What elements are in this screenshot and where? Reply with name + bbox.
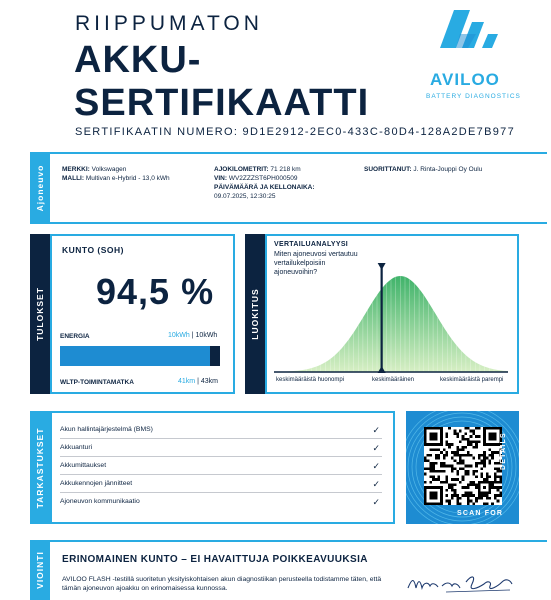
check-label: Akun hallintajärjestelmä (BMS) [60,426,153,433]
brand-label: MERKKI: [62,166,90,173]
datetime-label: PÄIVÄMÄÄRÄ JA KELLONAIKA: [214,184,315,191]
certificate-subtitle: RIIPPUMATON [75,12,263,35]
results-section-tab [30,234,50,394]
wltp-values [178,378,218,385]
comparison-bell-curve [272,262,510,374]
datetime-value: 09.07.2025, 12:30:25 [214,193,276,200]
check-row [60,421,382,439]
check-label: Akkuanturi [60,444,93,451]
certificate-title-line2: SERTIFIKAATTI [74,82,370,124]
check-label: Akkukennojen jännitteet [60,480,133,487]
certificate-number-value: 9D1E2912-2EC0-433C-80D4-128A2DE7B977 [242,126,515,138]
check-row [60,457,382,475]
check-row [60,493,382,511]
classification-section-label: LUOKITUS [250,288,260,340]
energy-label: ENERGIA [60,333,90,340]
certificate-number-label: SERTIFIKAATIN NUMERO: [75,126,239,138]
qr-code-matrix [424,427,502,505]
vehicle-brand-model [62,165,170,183]
wltp-separator: | [197,378,199,385]
statement-section-tab [30,540,50,600]
check-mark-icon: ✓ [372,497,380,507]
model-label: MALLI: [62,175,85,182]
statement-text: AVILOO FLASH -testillä suoritetun yksityiskohtaisen akun diagnostiikan perusteella todistamme täten, että tämän ajoneuvon ajoakku on erinomaisessa kunnossa. [62,576,382,592]
wltp-current: 41km [178,378,196,385]
logo-tagline: BATTERY DIAGNOSTICS [426,93,521,100]
qr-code-icon[interactable] [424,427,502,505]
comparison-question: Miten ajoneuvosi vertautuu vertailukelpoisiin ajoneuvoihin? [274,251,358,276]
energy-values [168,332,217,339]
results-section-label: TULOKSET [35,287,45,341]
brand-value: Volkswagen [91,166,127,173]
energy-bar-cap [210,346,220,366]
statement-section-label: VIOINTI [35,551,45,589]
energy-current: 10kWh [168,332,190,339]
wltp-nominal: 43km [200,378,218,385]
performed-by-value: J. Rinta-Jouppi Oy Oulu [413,166,483,173]
energy-nominal: 10kWh [195,332,218,339]
model-value: Multivan e-Hybrid - 13,0 kWh [85,175,170,182]
label-better: keskimääräistä parempi [440,377,504,383]
certificate-title-line1: AKKU- [74,39,202,81]
wltp-label: WLTP-TOIMINTAMATKA [60,379,134,386]
energy-separator: | [191,332,194,339]
certificate-number [75,126,515,138]
checks-section-tab [30,411,50,524]
scan-for-label: SCAN FOR [457,510,504,517]
comparison-title: VERTAILUANALYYSI [274,241,349,248]
soh-value: 94,5 % [96,271,215,312]
check-mark-icon: ✓ [372,461,380,471]
results-panel [50,234,235,394]
energy-bar [60,346,220,366]
vehicle-performed-by [364,165,482,174]
condition-title: KUNTO (SOH) [62,245,125,255]
vin-label: VIN: [214,175,227,182]
vin-value: WV2ZZZST6PH000509 [228,175,298,182]
vehicle-position-top-marker [378,263,386,270]
odometer-label: AJOKILOMETRIT: [214,166,269,173]
check-row [60,439,382,457]
classification-section-tab [245,234,265,394]
energy-bar-fill [60,346,211,366]
details-label: DETAILS [500,432,507,470]
statement-title: ERINOMAINEN KUNTO – EI HAVAITTUJA POIKKEAVUUKSIA [62,554,368,565]
check-mark-icon: ✓ [372,443,380,453]
label-worse: keskimääräistä huonompi [276,377,345,383]
performed-by-label: SUORITTANUT: [364,166,412,173]
check-mark-icon: ✓ [372,425,380,435]
vehicle-section-label: Ajoneuvo [35,164,45,212]
vehicle-section-tab [30,152,50,224]
bell-curve-hatch [307,276,494,372]
checks-section-label: TARKASTUKSET [35,427,45,508]
check-mark-icon: ✓ [372,479,380,489]
odometer-value: 71 218 km [270,166,301,173]
logo-wordmark: AVILOO [430,70,500,89]
label-average: keskimääräinen [372,377,415,383]
signature-icon [406,570,516,596]
check-row [60,475,382,493]
vehicle-odometer-vin [214,165,315,201]
check-label: Ajoneuvon kommunikaatio [60,498,140,505]
check-label: Akkumittaukset [60,462,107,469]
